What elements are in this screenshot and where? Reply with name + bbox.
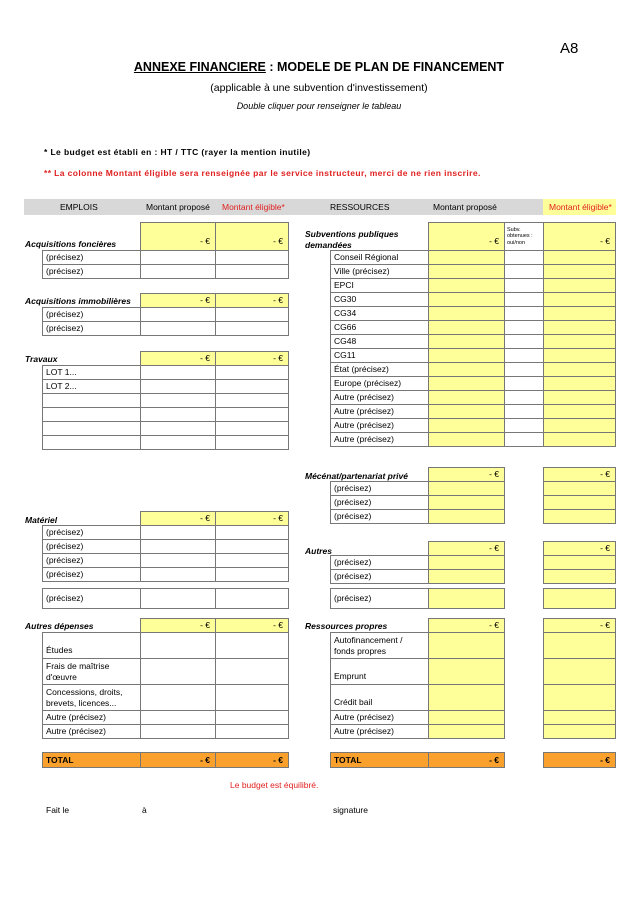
cell-amount[interactable] xyxy=(428,481,505,496)
cell-obtenues[interactable] xyxy=(504,292,544,307)
cell-amount[interactable] xyxy=(215,307,289,322)
row-etudes[interactable]: Études xyxy=(42,632,141,659)
row-precisez[interactable]: (précisez) xyxy=(330,555,429,570)
row-precisez[interactable]: (précisez) xyxy=(42,321,141,336)
a-label: à xyxy=(142,805,147,815)
cell-eligible xyxy=(543,362,616,377)
cell-amount[interactable] xyxy=(215,567,289,582)
cell-eligible xyxy=(543,555,616,570)
input-travaux-eligible[interactable]: - € xyxy=(215,351,289,366)
cell-obtenues[interactable] xyxy=(504,418,544,433)
label-ressources-propres: Ressources propres xyxy=(305,621,388,631)
row-precisez[interactable]: (précisez) xyxy=(330,569,429,584)
cell-amount[interactable] xyxy=(428,348,505,363)
cell-amount[interactable] xyxy=(140,684,216,711)
row-empty[interactable] xyxy=(42,421,141,436)
total-label-emplois: TOTAL xyxy=(42,752,141,768)
input-ress-propres-propose[interactable]: - € xyxy=(428,618,505,633)
cell-amount[interactable] xyxy=(428,724,505,739)
cell-amount[interactable] xyxy=(428,632,505,659)
label-travaux: Travaux xyxy=(25,354,58,364)
total-label-ressources: TOTAL xyxy=(330,752,429,768)
total-emplois-propose: - € xyxy=(140,752,216,768)
cell-amount[interactable] xyxy=(215,264,289,279)
cell-amount[interactable] xyxy=(215,710,289,725)
cell-amount[interactable] xyxy=(428,509,505,524)
cell-eligible xyxy=(543,632,616,659)
cell-amount[interactable] xyxy=(215,553,289,568)
cell-amount[interactable] xyxy=(215,379,289,394)
input-mecenat-propose[interactable]: - € xyxy=(428,467,505,482)
total-ressources-propose: - € xyxy=(428,752,505,768)
cell-amount[interactable] xyxy=(140,393,216,408)
fait-le-label: Fait le xyxy=(46,805,70,815)
input-mecenat-eligible: - € xyxy=(543,467,616,482)
page-title xyxy=(0,60,638,74)
hint-text: Double cliquer pour renseigner le tableau xyxy=(236,101,402,111)
row-cg11[interactable]: CG11 xyxy=(330,348,429,363)
label-mecenat: Mécénat/partenariat privé xyxy=(305,471,408,481)
cell-amount[interactable] xyxy=(140,567,216,582)
cell-obtenues[interactable] xyxy=(504,264,544,279)
cell-obtenues[interactable] xyxy=(504,250,544,265)
cell-amount[interactable] xyxy=(215,525,289,540)
label-subventions xyxy=(305,229,415,251)
cell-eligible xyxy=(543,348,616,363)
cell-amount[interactable] xyxy=(140,658,216,685)
row-precisez[interactable]: (précisez) xyxy=(330,588,429,609)
row-autre-precisez[interactable]: Autre (précisez) xyxy=(330,418,429,433)
cell-eligible xyxy=(543,278,616,293)
cell-amount[interactable] xyxy=(215,684,289,711)
cell-amount[interactable] xyxy=(428,376,505,391)
cell-obtenues[interactable] xyxy=(504,320,544,335)
row-conseil-regional[interactable]: Conseil Régional xyxy=(330,250,429,265)
cell-amount[interactable] xyxy=(215,393,289,408)
cell-amount[interactable] xyxy=(428,684,505,711)
cell-eligible xyxy=(543,250,616,265)
cell-amount[interactable] xyxy=(428,362,505,377)
cell-amount[interactable] xyxy=(140,553,216,568)
title-rest: : MODELE DE PLAN DE FINANCEMENT xyxy=(265,60,505,74)
cell-amount[interactable] xyxy=(428,390,505,405)
cell-eligible xyxy=(543,418,616,433)
row-empty[interactable] xyxy=(42,435,141,450)
cell-amount[interactable] xyxy=(140,307,216,322)
input-acq-fonc-eligible[interactable]: - € xyxy=(215,222,289,251)
cell-amount[interactable] xyxy=(428,658,505,685)
table-header-bar xyxy=(24,199,616,215)
cell-amount[interactable] xyxy=(215,588,289,609)
header-emplois: EMPLOIS xyxy=(60,202,98,212)
subv-obtenues-note: Subv. obtenues : oui/non xyxy=(504,222,544,251)
subtitle: (applicable à une subvention d'investissement) xyxy=(210,82,428,94)
cell-amount[interactable] xyxy=(428,569,505,584)
input-travaux-propose[interactable]: - € xyxy=(140,351,216,366)
input-autres-dep-eligible[interactable]: - € xyxy=(215,618,289,633)
label-autres: Autres xyxy=(305,546,332,556)
cell-eligible xyxy=(543,710,616,725)
row-cg66[interactable]: CG66 xyxy=(330,320,429,335)
row-precisez[interactable]: (précisez) xyxy=(42,525,141,540)
input-autres-eligible: - € xyxy=(543,541,616,556)
input-ress-propres-eligible: - € xyxy=(543,618,616,633)
row-ville[interactable]: Ville (précisez) xyxy=(330,264,429,279)
row-credit-bail[interactable]: Crédit bail xyxy=(330,684,429,711)
row-cg30[interactable]: CG30 xyxy=(330,292,429,307)
cell-amount[interactable] xyxy=(140,632,216,659)
label-subventions-text: Subventions publiques demandées xyxy=(305,229,399,251)
row-lot2[interactable]: LOT 2... xyxy=(42,379,141,394)
note-eligible: ** La colonne Montant éligible sera renseignée par le service instructeur, merci de ne rien inscrire. xyxy=(44,168,481,178)
cell-amount[interactable] xyxy=(215,632,289,659)
cell-amount[interactable] xyxy=(428,418,505,433)
row-autre-precisez[interactable]: Autre (précisez) xyxy=(330,710,429,725)
cell-obtenues[interactable] xyxy=(504,278,544,293)
cell-obtenues[interactable] xyxy=(504,348,544,363)
cell-amount[interactable] xyxy=(215,365,289,380)
cell-eligible xyxy=(543,320,616,335)
cell-amount[interactable] xyxy=(140,365,216,380)
row-europe[interactable]: Europe (précisez) xyxy=(330,376,429,391)
input-acq-immo-propose[interactable]: - € xyxy=(140,293,216,308)
total-emplois-eligible: - € xyxy=(215,752,289,768)
label-acq-immobilieres: Acquisitions immobilières xyxy=(25,296,131,306)
header-montant-eligible: Montant éligible* xyxy=(222,202,285,212)
row-cg34[interactable]: CG34 xyxy=(330,306,429,321)
cell-obtenues[interactable] xyxy=(504,362,544,377)
cell-amount[interactable] xyxy=(140,710,216,725)
header-ressources: RESSOURCES xyxy=(330,202,390,212)
input-materiel-eligible[interactable]: - € xyxy=(215,511,289,526)
cell-eligible xyxy=(543,684,616,711)
cell-obtenues[interactable] xyxy=(504,334,544,349)
row-precisez[interactable]: (précisez) xyxy=(330,495,429,510)
row-cg48[interactable]: CG48 xyxy=(330,334,429,349)
cell-eligible xyxy=(543,376,616,391)
cell-amount[interactable] xyxy=(215,658,289,685)
label-materiel: Matériel xyxy=(25,515,58,525)
row-emprunt[interactable]: Emprunt xyxy=(330,658,429,685)
input-subv-propose[interactable]: - € xyxy=(428,222,505,251)
cell-eligible xyxy=(543,306,616,321)
row-frais-maitrise[interactable]: Frais de maîtrise d'œuvre xyxy=(42,658,141,685)
cell-amount[interactable] xyxy=(140,264,216,279)
cell-eligible xyxy=(543,390,616,405)
header-montant-propose: Montant proposé xyxy=(146,202,210,212)
cell-amount[interactable] xyxy=(215,539,289,554)
cell-amount[interactable] xyxy=(140,724,216,739)
row-concessions[interactable]: Concessions, droits, brevets, licences... xyxy=(42,684,141,711)
cell-amount[interactable] xyxy=(428,264,505,279)
row-empty[interactable] xyxy=(42,407,141,422)
cell-amount[interactable] xyxy=(140,525,216,540)
row-precisez[interactable]: (précisez) xyxy=(42,567,141,582)
annex-code: A8 xyxy=(560,40,579,57)
cell-amount[interactable] xyxy=(140,250,216,265)
label-autres-depenses: Autres dépenses xyxy=(25,621,94,631)
cell-amount[interactable] xyxy=(428,588,505,609)
row-autre-precisez[interactable]: Autre (précisez) xyxy=(330,404,429,419)
cell-amount[interactable] xyxy=(428,710,505,725)
cell-amount[interactable] xyxy=(215,724,289,739)
row-precisez[interactable]: (précisez) xyxy=(42,539,141,554)
cell-amount[interactable] xyxy=(140,407,216,422)
cell-amount[interactable] xyxy=(215,435,289,450)
cell-amount[interactable] xyxy=(428,334,505,349)
cell-amount[interactable] xyxy=(140,379,216,394)
cell-amount[interactable] xyxy=(215,321,289,336)
cell-amount[interactable] xyxy=(428,495,505,510)
row-lot1[interactable]: LOT 1... xyxy=(42,365,141,380)
cell-eligible xyxy=(543,569,616,584)
cell-obtenues[interactable] xyxy=(504,432,544,447)
cell-eligible xyxy=(543,588,616,609)
cell-amount[interactable] xyxy=(140,539,216,554)
input-autres-propose[interactable]: - € xyxy=(428,541,505,556)
label-acq-foncieres: Acquisitions foncières xyxy=(25,239,117,249)
input-materiel-propose[interactable]: - € xyxy=(140,511,216,526)
cell-amount[interactable] xyxy=(428,404,505,419)
cell-amount[interactable] xyxy=(428,278,505,293)
row-autre-precisez[interactable]: Autre (précisez) xyxy=(42,724,141,739)
cell-amount[interactable] xyxy=(140,321,216,336)
input-subv-eligible: - € xyxy=(543,222,616,251)
cell-eligible xyxy=(543,334,616,349)
cell-amount[interactable] xyxy=(428,292,505,307)
row-precisez[interactable]: (précisez) xyxy=(42,307,141,322)
cell-amount[interactable] xyxy=(215,421,289,436)
cell-obtenues[interactable] xyxy=(504,390,544,405)
row-autofinancement[interactable]: Autofinancement / fonds propres xyxy=(330,632,429,659)
cell-obtenues[interactable] xyxy=(504,306,544,321)
row-autre-precisez[interactable]: Autre (précisez) xyxy=(42,710,141,725)
cell-amount[interactable] xyxy=(428,320,505,335)
budget-equilibre: Le budget est équilibré. xyxy=(230,780,319,790)
input-autres-dep-propose[interactable]: - € xyxy=(140,618,216,633)
cell-eligible xyxy=(543,658,616,685)
signature-label: signature xyxy=(333,805,368,815)
row-autre-precisez[interactable]: Autre (précisez) xyxy=(330,390,429,405)
cell-amount[interactable] xyxy=(428,555,505,570)
cell-eligible xyxy=(543,481,616,496)
row-precisez[interactable]: (précisez) xyxy=(42,264,141,279)
header-montant-propose-r: Montant proposé xyxy=(433,202,497,212)
row-precisez[interactable]: (précisez) xyxy=(42,250,141,265)
cell-obtenues[interactable] xyxy=(504,404,544,419)
input-acq-fonc-propose[interactable]: - € xyxy=(140,222,216,251)
cell-amount[interactable] xyxy=(428,250,505,265)
cell-amount[interactable] xyxy=(215,250,289,265)
row-precisez[interactable]: (précisez) xyxy=(330,509,429,524)
row-empty[interactable] xyxy=(42,393,141,408)
row-precisez[interactable]: (précisez) xyxy=(42,588,141,609)
title-bold: ANNEXE FINANCIERE xyxy=(133,60,266,74)
row-etat[interactable]: État (précisez) xyxy=(330,362,429,377)
row-epci[interactable]: EPCI xyxy=(330,278,429,293)
cell-amount[interactable] xyxy=(140,435,216,450)
cell-amount[interactable] xyxy=(428,306,505,321)
header-montant-eligible-r: Montant éligible* xyxy=(549,202,612,212)
cell-eligible xyxy=(543,432,616,447)
input-acq-immo-eligible[interactable]: - € xyxy=(215,293,289,308)
cell-amount[interactable] xyxy=(140,588,216,609)
cell-eligible xyxy=(543,404,616,419)
cell-obtenues[interactable] xyxy=(504,376,544,391)
cell-amount[interactable] xyxy=(140,421,216,436)
row-autre-precisez[interactable]: Autre (précisez) xyxy=(330,724,429,739)
note-budget: * Le budget est établi en : HT / TTC (rayer la mention inutile) xyxy=(44,147,311,157)
cell-eligible xyxy=(543,292,616,307)
cell-eligible xyxy=(543,509,616,524)
row-autre-precisez[interactable]: Autre (précisez) xyxy=(330,432,429,447)
cell-eligible xyxy=(543,264,616,279)
row-precisez[interactable]: (précisez) xyxy=(42,553,141,568)
row-precisez[interactable]: (précisez) xyxy=(330,481,429,496)
total-ressources-eligible: - € xyxy=(543,752,616,768)
cell-eligible xyxy=(543,495,616,510)
cell-amount[interactable] xyxy=(215,407,289,422)
cell-amount[interactable] xyxy=(428,432,505,447)
cell-eligible xyxy=(543,724,616,739)
